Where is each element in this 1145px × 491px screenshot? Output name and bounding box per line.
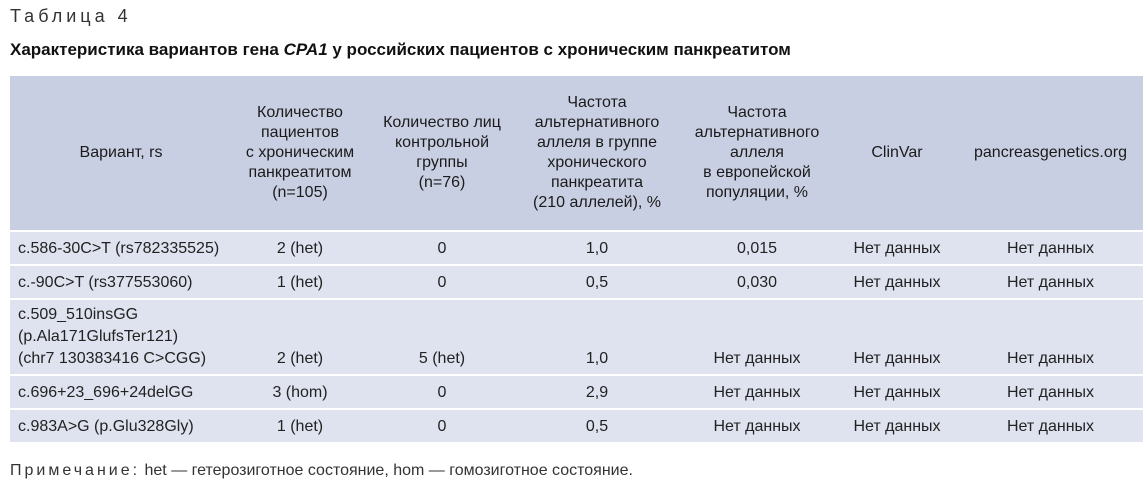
title-suffix: у российских пациентов с хроническим панкреатитом [327, 40, 791, 59]
header-line: Частота [727, 104, 787, 121]
cell-patients: 3 (hom) [232, 376, 368, 408]
header-line: Количество [257, 104, 343, 121]
header-patients [232, 76, 368, 230]
title-prefix: Характеристика вариантов гена [10, 40, 284, 59]
header-row [10, 76, 1143, 230]
title-gene: CPA1 [283, 40, 328, 59]
table-caption: Таблица 4 [10, 6, 132, 26]
cell-pancreasgenetics: Нет данных [958, 266, 1143, 298]
table-row [10, 232, 1143, 264]
header-clinvar [836, 76, 958, 230]
header-line: (n=105) [272, 184, 328, 201]
cell-controls: 0 [368, 376, 516, 408]
variant-line: c.-90C>T (rs377553060) [18, 274, 193, 291]
variant-line: c.586-30C>T (rs782335525) [18, 240, 220, 257]
header-line: аллеля [730, 144, 784, 161]
cell-variant [10, 376, 232, 408]
header-freq-group [516, 76, 678, 230]
header-variant [10, 76, 232, 230]
note-text: het — гетерозиготное состояние, hom — гомозиготное состояние. [140, 462, 633, 479]
cell-clinvar: Нет данных [836, 266, 958, 298]
table-row [10, 376, 1143, 408]
cell-freq-europe: Нет данных [678, 300, 836, 374]
header-line: популяции, % [705, 184, 809, 201]
table-row [10, 410, 1143, 442]
table-title [10, 40, 791, 60]
table-note [10, 462, 633, 480]
variant-line: (p.Ala171GlufsTer121) [18, 328, 179, 345]
header-line: с хроническим [245, 144, 355, 161]
cell-controls: 0 [368, 266, 516, 298]
header-pancreasgenetics [958, 76, 1143, 230]
header-line: ClinVar [871, 144, 923, 161]
header-line: альтернативного [694, 124, 820, 141]
variant-line: c.509_510insGG [18, 306, 139, 323]
cell-clinvar: Нет данных [836, 300, 958, 374]
variant-line: (chr7 130383416 C>CGG) [18, 350, 207, 367]
table-row [10, 266, 1143, 298]
cell-clinvar: Нет данных [836, 410, 958, 442]
cell-pancreasgenetics: Нет данных [958, 410, 1143, 442]
cell-clinvar: Нет данных [836, 376, 958, 408]
variant-line: c.983A>G (p.Glu328Gly) [18, 418, 194, 435]
cell-freq-europe: Нет данных [678, 376, 836, 408]
cell-freq-europe: Нет данных [678, 410, 836, 442]
cell-variant [10, 232, 232, 264]
cell-freq-group: 2,9 [516, 376, 678, 408]
header-line: группы [416, 154, 468, 171]
cell-patients: 2 (het) [232, 232, 368, 264]
header-line: (210 аллелей), % [532, 194, 662, 211]
variant-line: c.696+23_696+24delGG [18, 384, 194, 401]
cell-pancreasgenetics: Нет данных [958, 300, 1143, 374]
header-line: pancreasgenetics.org [974, 144, 1127, 161]
cell-pancreasgenetics: Нет данных [958, 232, 1143, 264]
header-line: контрольной [394, 134, 490, 151]
cell-patients: 1 (het) [232, 410, 368, 442]
table-row [10, 300, 1143, 374]
header-line: (n=76) [418, 174, 466, 191]
variants-table [10, 74, 1143, 444]
header-line: панкреатитом [248, 164, 352, 181]
header-freq-europe [678, 76, 836, 230]
cell-freq-group: 1,0 [516, 300, 678, 374]
cell-freq-europe: 0,015 [678, 232, 836, 264]
cell-pancreasgenetics: Нет данных [958, 376, 1143, 408]
cell-variant [10, 266, 232, 298]
cell-patients: 1 (het) [232, 266, 368, 298]
header-line: аллеля в группе [536, 134, 658, 151]
cell-freq-group: 0,5 [516, 266, 678, 298]
cell-clinvar: Нет данных [836, 232, 958, 264]
header-line: панкреатита [550, 174, 644, 191]
cell-patients: 2 (het) [232, 300, 368, 374]
note-label: Примечание: [10, 462, 141, 479]
cell-controls: 0 [368, 410, 516, 442]
cell-controls: 5 (het) [368, 300, 516, 374]
header-line: альтернативного [534, 114, 660, 131]
cell-freq-group: 0,5 [516, 410, 678, 442]
header-line: Вариант, rs [79, 144, 163, 161]
header-controls [368, 76, 516, 230]
cell-controls: 0 [368, 232, 516, 264]
cell-freq-group: 1,0 [516, 232, 678, 264]
cell-variant [10, 300, 232, 374]
header-line: Количество лиц [383, 114, 501, 131]
header-line: Частота [567, 94, 627, 111]
table-body [10, 232, 1143, 442]
header-line: в европейской [703, 164, 811, 181]
header-line: хронического [547, 154, 647, 171]
cell-variant [10, 410, 232, 442]
header-line: пациентов [261, 124, 339, 141]
cell-freq-europe: 0,030 [678, 266, 836, 298]
